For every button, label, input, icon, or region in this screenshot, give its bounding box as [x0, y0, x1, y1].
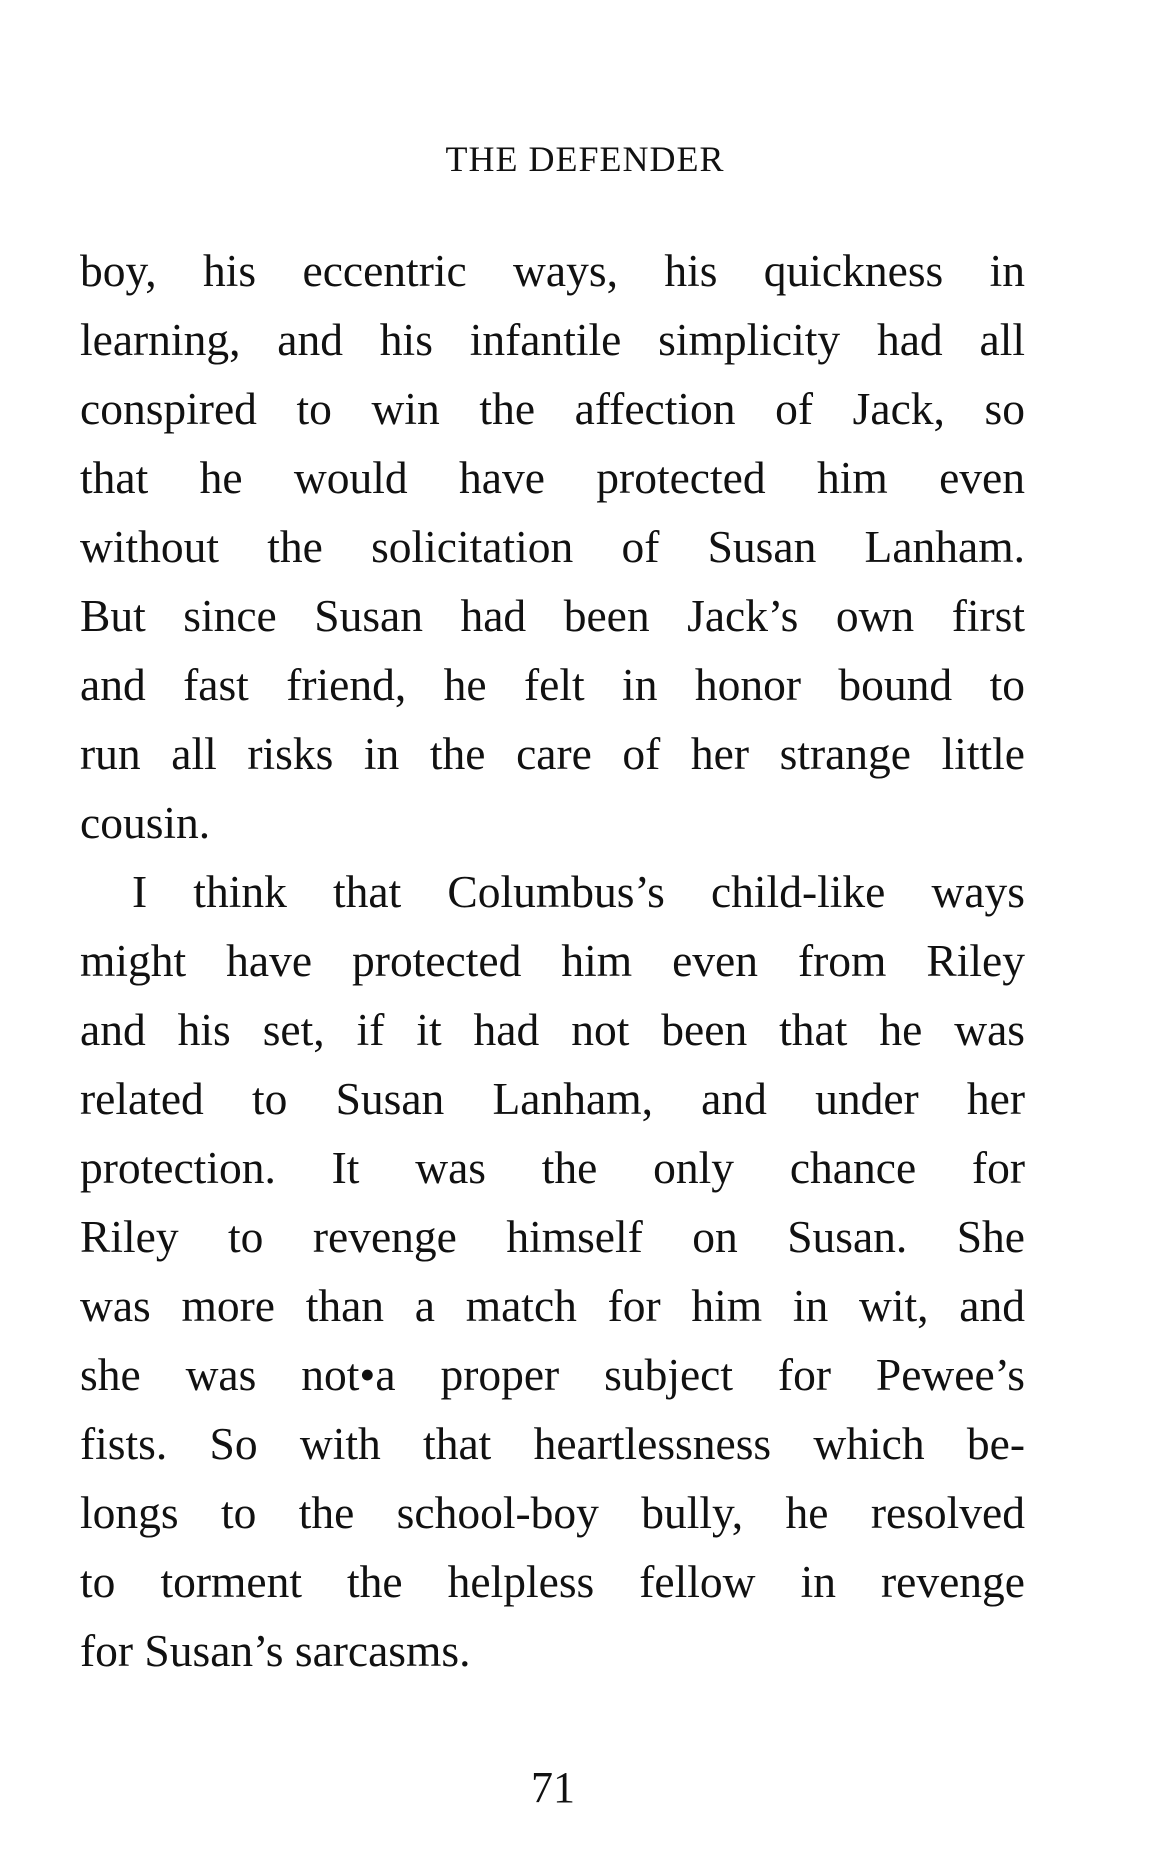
text-line: that he would have protected him even [80, 452, 1025, 503]
text-line: boy, his eccentric ways, his quickness in [80, 245, 1025, 296]
text-line: fists. So with that heartlessness which be- [80, 1418, 1025, 1469]
text-line: Riley to revenge himself on Susan. She [80, 1211, 1025, 1262]
text-line: was more than a match for him in wit, and [80, 1280, 1025, 1331]
page-number: 71 [531, 1763, 575, 1812]
body-text [80, 236, 1025, 1685]
text-line: for Susan’s sarcasms. [80, 1625, 471, 1676]
text-line: she was not•a proper subject for Pewee’s [80, 1349, 1025, 1400]
text-line: cousin. [80, 797, 211, 848]
text-line: and fast friend, he felt in honor bound to [80, 659, 1025, 710]
running-head: THE DEFENDER [445, 139, 725, 179]
text-line: protection. It was the only chance for [80, 1142, 1025, 1193]
text-line: conspired to win the affection of Jack, so [80, 383, 1025, 434]
text-line: might have protected him even from Riley [80, 935, 1025, 986]
paragraph-1 [80, 236, 1025, 857]
text-line: run all risks in the care of her strange little [80, 728, 1025, 779]
paragraph-2 [80, 857, 1025, 1685]
text-line: learning, and his infantile simplicity had all [80, 314, 1025, 365]
text-line: related to Susan Lanham, and under her [80, 1073, 1025, 1124]
text-line: and his set, if it had not been that he was [80, 1004, 1025, 1055]
text-line: I think that Columbus’s child-like ways [132, 866, 1025, 917]
text-line: to torment the helpless fellow in revenge [80, 1556, 1025, 1607]
text-line: longs to the school-boy bully, he resolved [80, 1487, 1025, 1538]
text-line: But since Susan had been Jack’s own first [80, 590, 1025, 641]
text-line: without the solicitation of Susan Lanham. [80, 521, 1025, 572]
